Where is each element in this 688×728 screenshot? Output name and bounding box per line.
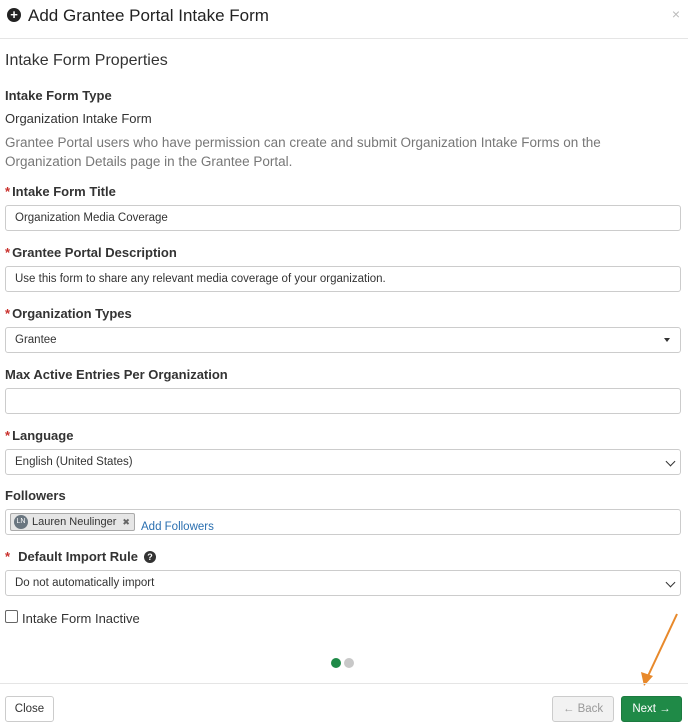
annotation-arrow-icon xyxy=(636,610,682,690)
follower-chip xyxy=(10,513,135,531)
dialog-header xyxy=(0,0,688,39)
back-button-label: Back xyxy=(577,703,604,715)
chevron-down-icon xyxy=(666,578,676,588)
avatar: LN xyxy=(14,515,28,529)
organization-types-label xyxy=(5,306,132,321)
chevron-down-icon xyxy=(666,457,676,467)
close-icon[interactable]: × xyxy=(671,6,680,22)
add-followers-link[interactable]: Add Followers xyxy=(141,521,214,533)
required-mark: * xyxy=(5,184,11,199)
follower-name: Lauren Neulinger xyxy=(32,516,117,528)
intake-form-inactive-checkbox[interactable] xyxy=(5,610,18,623)
intake-form-type-label: Intake Form Type xyxy=(5,88,112,103)
grantee-portal-description-label-text: Grantee Portal Description xyxy=(12,245,177,260)
grantee-portal-description-input[interactable]: Use this form to share any relevant media coverage of your organization. xyxy=(5,266,681,292)
section-title: Intake Form Properties xyxy=(5,52,168,69)
language-label xyxy=(5,428,73,443)
default-import-rule-select[interactable] xyxy=(5,570,681,596)
default-import-rule-value: Do not automatically import xyxy=(15,577,155,589)
intake-form-type-value: Organization Intake Form xyxy=(5,111,152,126)
plus-circle-icon: + xyxy=(7,8,21,22)
dialog-footer xyxy=(0,683,688,728)
grantee-portal-description-label xyxy=(5,245,177,260)
required-mark: * xyxy=(5,306,11,321)
remove-icon[interactable]: ✖ xyxy=(122,517,130,527)
intake-form-title-label-text: Intake Form Title xyxy=(12,184,116,199)
language-label-text: Language xyxy=(12,428,74,443)
language-select[interactable] xyxy=(5,449,681,475)
organization-types-label-text: Organization Types xyxy=(12,306,132,321)
arrow-left-icon: ← xyxy=(562,703,578,715)
intake-form-title-label xyxy=(5,184,116,199)
arrow-right-icon: → xyxy=(655,703,671,715)
language-value: English (United States) xyxy=(15,456,133,468)
intake-form-title-input[interactable]: Organization Media Coverage xyxy=(5,205,681,231)
organization-types-value: Grantee xyxy=(15,334,57,346)
required-mark: * xyxy=(5,549,11,564)
organization-types-select[interactable] xyxy=(5,327,681,353)
followers-label: Followers xyxy=(5,488,66,503)
default-import-rule-label xyxy=(5,549,156,564)
caret-down-icon xyxy=(664,338,670,342)
pager-dot-inactive xyxy=(344,658,354,668)
intake-form-inactive-label[interactable]: Intake Form Inactive xyxy=(22,611,140,626)
intake-form-type-description: Grantee Portal users who have permission can create and submit Organization Intake Forms on the Organization Details page in the Grantee Portal. xyxy=(5,135,601,169)
next-button-label: Next xyxy=(632,703,656,715)
help-icon[interactable]: ? xyxy=(144,551,156,563)
max-active-entries-input[interactable] xyxy=(5,388,681,414)
back-button[interactable] xyxy=(552,696,614,722)
next-button[interactable] xyxy=(621,696,682,722)
followers-input[interactable] xyxy=(5,509,681,535)
max-active-entries-label: Max Active Entries Per Organization xyxy=(5,367,228,382)
close-button[interactable]: Close xyxy=(5,696,54,722)
default-import-rule-label-text: Default Import Rule xyxy=(18,549,138,564)
required-mark: * xyxy=(5,428,11,443)
dialog-title: Add Grantee Portal Intake Form xyxy=(28,6,269,25)
required-mark: * xyxy=(5,245,11,260)
pager-dot-active xyxy=(331,658,341,668)
